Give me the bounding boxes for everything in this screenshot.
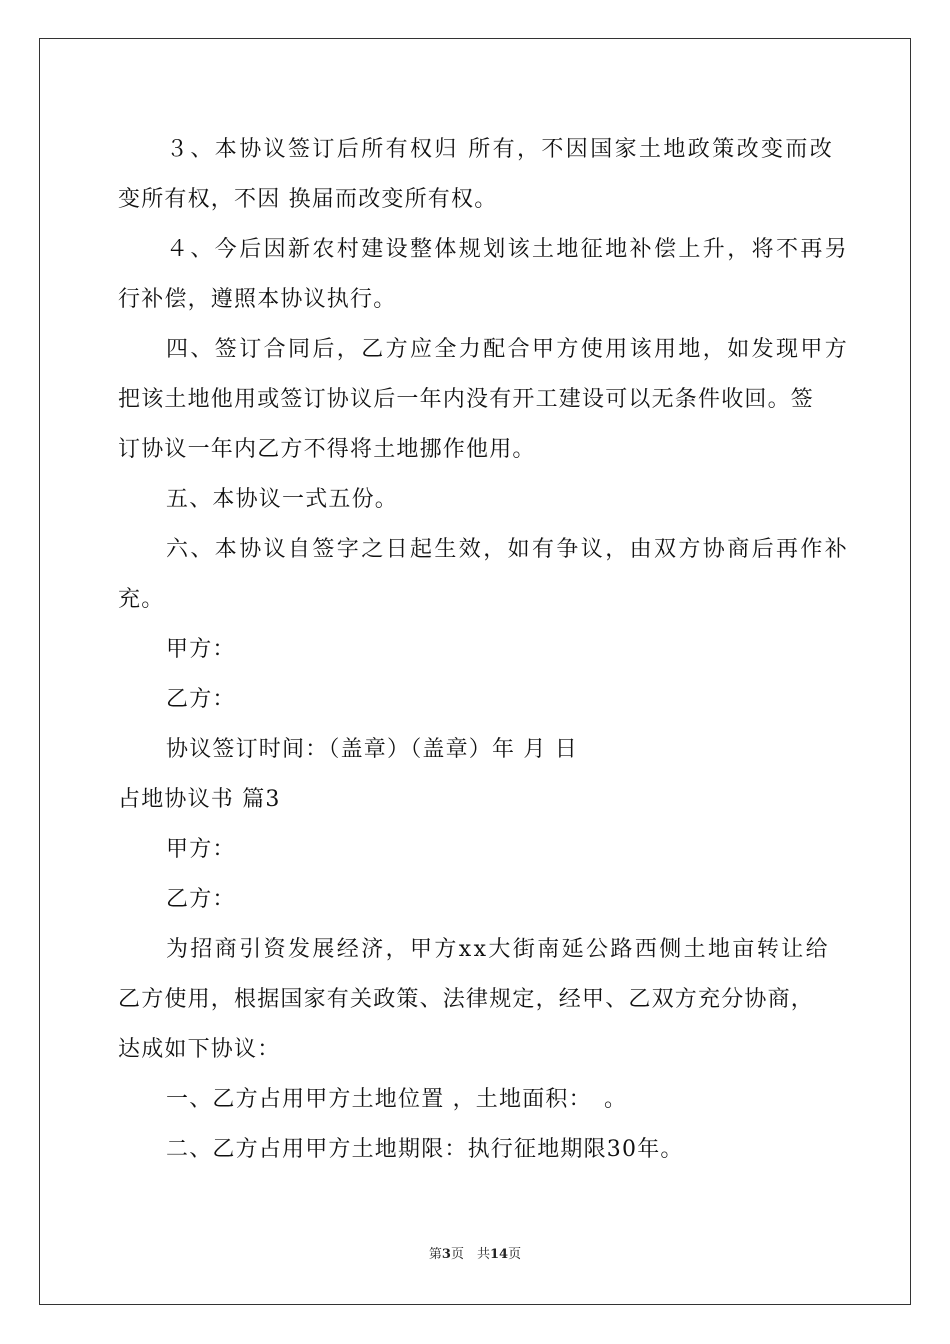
party-b-label: 乙方： [166,687,236,712]
page-footer [0,1246,950,1264]
paragraph-line: 为招商引资发展经济，甲方xx大街南延公路西侧土地亩转让给 [166,937,831,962]
paragraph-line: 把该土地他用或签订协议后一年内没有开工建设可以无条件收回。签 [118,387,815,412]
paragraph-line: 四、签订合同后，乙方应全力配合甲方使用该用地，如发现甲方 [166,337,850,362]
footer-page-suffix: 页 共 [450,1247,490,1262]
paragraph-line: ３、本协议签订后所有权归 所有，不因国家土地政策改变而改 [166,137,835,162]
current-page-number: 3 [441,1247,451,1262]
paragraph-line: 行补偿，遵照本协议执行。 [118,287,397,312]
page-border [39,38,911,1305]
paragraph-line: 二、乙方占用甲方土地期限：执行征地期限30年。 [166,1137,684,1162]
paragraph-line: 乙方使用，根据国家有关政策、法律规定，经甲、乙双方充分协商， [118,987,815,1012]
party-a-label: 甲方： [166,637,236,662]
total-page-count: 14 [489,1247,509,1262]
footer-total-suffix: 页 [508,1247,522,1262]
paragraph-line: 订协议一年内乙方不得将土地挪作他用。 [118,437,536,462]
party-a-label: 甲方： [166,837,236,862]
signing-date-line: 协议签订时间：（盖章）（盖章）年 月 日 [166,737,578,762]
paragraph-line: 充。 [118,587,165,612]
footer-prefix: 第 [428,1247,442,1262]
paragraph-line: 五、本协议一式五份。 [166,487,399,512]
paragraph-line: 一、乙方占用甲方土地位置 ，土地面积： 。 [166,1087,628,1112]
section-heading: 占地协议书 篇3 [118,787,281,812]
paragraph-line: 达成如下协议： [118,1037,281,1062]
paragraph-line: 六、本协议自签字之日起生效，如有争议，由双方协商后再作补 [166,537,850,562]
paragraph-line: ４、今后因新农村建设整体规划该土地征地补偿上升，将不再另 [166,237,850,262]
paragraph-line: 变所有权，不因 换届而改变所有权。 [118,187,498,212]
party-b-label: 乙方： [166,887,236,912]
